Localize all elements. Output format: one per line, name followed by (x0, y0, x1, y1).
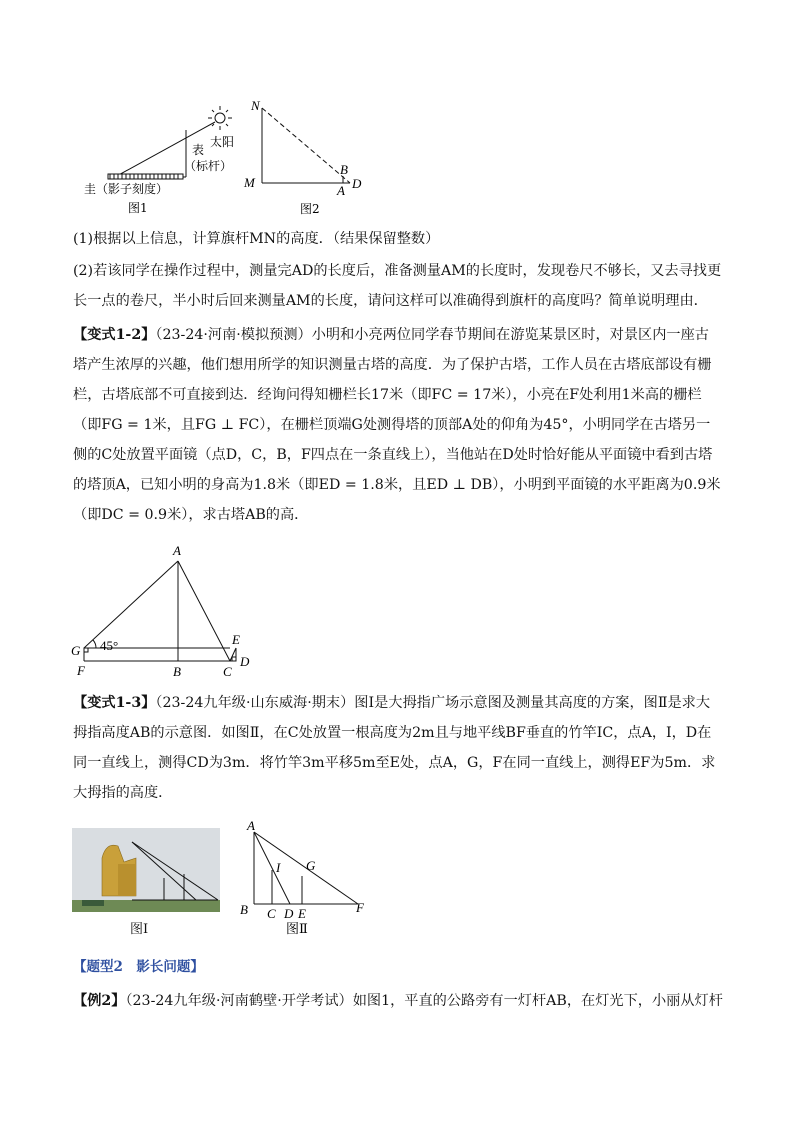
point-D: D (240, 654, 250, 669)
figure-I-caption: 图Ⅰ (130, 922, 149, 937)
point-E: E (298, 906, 306, 921)
point-A: A (173, 543, 181, 558)
variant-1-3-text: （23-24九年级·山东威海·期末）图Ⅰ是大拇指广场示意图及测量其高度的方案，图Ⅱ是求大拇指高度AB的示意图．如图Ⅱ，在C处放置一根高度为2m且与地平线BF垂直的竹竿IC，点A，I，D在同一直线上，测得CD为3m．将竹竿3m平移5m至E处，点A，G，F在同一直线上，测得EF为5m．求大拇指的高度． (73, 695, 716, 801)
question-2: (2)若该同学在操作过程中，测量完AD的长度后，准备测量AM的长度时，发现卷尺不够长，又去寻找更长一点的卷尺，半小时后回来测量AM的长度，请问这样可以准确得到旗杆的高度吗？简单说明理由． (73, 263, 722, 309)
figure-thumb-photo (72, 828, 220, 912)
variant-1-3 (73, 688, 723, 808)
point-C: C (267, 906, 276, 921)
point-F: F (356, 900, 364, 915)
variant-1-3-tag: 【变式1-3】 (73, 695, 156, 711)
point-E: E (232, 632, 240, 647)
point-A: A (337, 183, 345, 198)
point-G: G (71, 643, 81, 658)
point-D: D (284, 906, 294, 921)
point-C: C (223, 664, 232, 679)
point-B: B (173, 664, 181, 679)
variant-1-2 (73, 320, 723, 530)
example-2-tag: 【例2】 (73, 993, 126, 1009)
example-2-text: （23-24九年级·河南鹤壁·开学考试）如图1，平直的公路旁有一灯杆AB，在灯光下，小丽从灯杆 (125, 993, 723, 1009)
point-D: D (352, 176, 362, 191)
section-heading: 【题型2 影长问题】 (73, 959, 204, 975)
point-I: I (276, 860, 281, 875)
point-B: B (240, 902, 248, 917)
figure-2-caption: 图2 (300, 202, 320, 216)
pole-label-sub: （标杆） (184, 159, 233, 173)
sun-label: 太阳 (210, 135, 235, 149)
figure-1-caption: 图1 (128, 201, 148, 215)
angle-label: 45° (100, 638, 119, 653)
pole-label: 表 (192, 143, 205, 157)
point-A: A (247, 818, 255, 833)
variant-1-2-text: （23-24·河南·模拟预测）小明和小亮两位同学春节期间在游览某景区时，对景区内一座古塔产生浓厚的兴趣，他们想用所学的知识测量古塔的高度．为了保护古塔，工作人员在古塔底部设有栅栏，古塔底部不可直接到达．经询问得知栅栏长17米（即FC = 17米），小亮在F处利用1米高的栅栏（即FG = 1米，且FG ⊥ FC），在栅栏顶端G处测得塔的顶部A处的仰角为45°，小明同学在古塔另一侧的C处放置平面镜（点D，C，B，F四点在一条直线上），当他站在D处时恰好能从平面镜中看到古塔的塔顶A，已知小明的身高为1.8米（即ED = 1.8米，且ED ⊥ DB），小明到平面镜的水平距离为0.9米（即DC = 0.9米），求古塔AB的高． (73, 327, 721, 523)
figure-II-caption: 图Ⅱ (286, 922, 308, 937)
point-M: M (244, 175, 255, 190)
figure-II-diagram (238, 818, 378, 940)
figure-3-tower (66, 538, 266, 680)
figure-1-sun-pole (80, 100, 250, 220)
figure-2-flagpole (240, 96, 370, 220)
point-N: N (251, 98, 260, 113)
point-B: B (340, 162, 348, 177)
ground-label: 圭（影子刻度） (84, 182, 169, 196)
point-F: F (77, 663, 85, 678)
point-G: G (306, 858, 316, 873)
example-2 (73, 986, 723, 1016)
sun-icon (208, 106, 232, 130)
question-1: (1)根据以上信息，计算旗杆MN的高度．（结果保留整数） (73, 231, 440, 247)
variant-1-2-tag: 【变式1-2】 (73, 327, 156, 343)
